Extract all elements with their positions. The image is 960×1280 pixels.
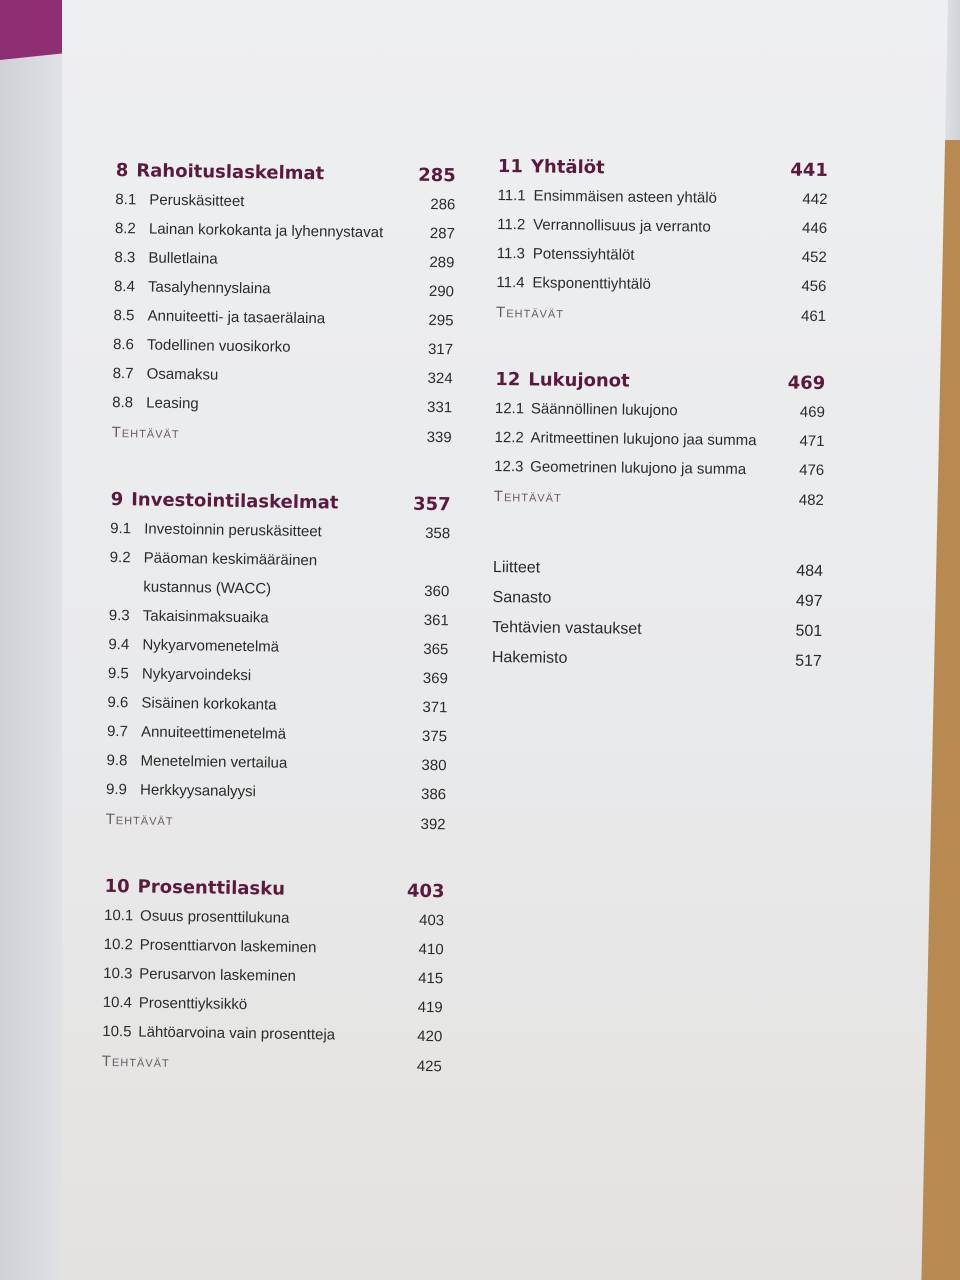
tasks-page: 482 bbox=[798, 491, 824, 510]
toc-column-left bbox=[101, 160, 456, 1123]
section-number: 11.3 bbox=[496, 244, 526, 263]
chapter-heading bbox=[111, 489, 451, 515]
section-title: Menetelmien vertailua bbox=[140, 752, 288, 772]
chapter-title: Prosenttilasku bbox=[137, 876, 286, 900]
chapter-block bbox=[105, 489, 450, 841]
toc-entry bbox=[495, 394, 825, 427]
chapter-title: Investointilaskelmat bbox=[131, 489, 339, 514]
section-page: 386 bbox=[420, 785, 447, 804]
section-number: 9.8 bbox=[106, 751, 128, 770]
section-number: 11.2 bbox=[497, 215, 526, 234]
chapter-number: 9 bbox=[110, 488, 124, 511]
tasks-label: Tehtävät bbox=[105, 810, 174, 829]
section-title: Bulletlaina bbox=[148, 249, 218, 268]
tasks-label: Tehtävät bbox=[493, 487, 562, 506]
appendix-page: 484 bbox=[796, 562, 824, 581]
section-page: 317 bbox=[427, 340, 454, 359]
toc-entry bbox=[496, 268, 826, 301]
appendix-entry bbox=[492, 613, 822, 647]
section-page: 442 bbox=[802, 190, 828, 209]
chapter-heading bbox=[495, 369, 825, 394]
section-number: 8.4 bbox=[113, 277, 136, 296]
section-title: Sisäinen korkokanta bbox=[141, 694, 277, 714]
section-page: 360 bbox=[424, 582, 450, 601]
section-title: Eksponenttiyhtälö bbox=[532, 274, 651, 293]
section-number bbox=[109, 591, 143, 592]
section-title: Lainan korkokanta ja lyhennystavat bbox=[148, 220, 384, 242]
section-title: Prosenttiarvon laskeminen bbox=[139, 936, 317, 957]
chapter-heading bbox=[498, 156, 828, 181]
chapter-block bbox=[111, 160, 455, 454]
section-page: 358 bbox=[425, 524, 451, 543]
appendix-page: 497 bbox=[795, 592, 823, 610]
section-page: 410 bbox=[418, 940, 444, 959]
section-title: kustannus (WACC) bbox=[143, 578, 272, 598]
section-page: 375 bbox=[421, 727, 448, 746]
section-number: 10.1 bbox=[103, 906, 134, 925]
chapter-page: 285 bbox=[418, 164, 456, 187]
section-title: Potenssiyhtälöt bbox=[532, 245, 635, 264]
chapter-title-wrap bbox=[111, 489, 339, 514]
section-page: 476 bbox=[799, 461, 825, 480]
section-number: 12.1 bbox=[494, 399, 525, 418]
section-number: 8.8 bbox=[112, 393, 134, 412]
section-page: 324 bbox=[427, 369, 453, 388]
section-title: Osuus prosenttilukuna bbox=[139, 907, 290, 927]
section-title: Tasalyhennyslaina bbox=[147, 278, 271, 298]
tasks-entry bbox=[111, 417, 451, 454]
section-title: Säännöllinen lukujono bbox=[530, 400, 678, 420]
section-number: 9.7 bbox=[106, 722, 129, 741]
toc-entry bbox=[497, 181, 827, 214]
toc-column-right bbox=[492, 156, 828, 677]
section-page: 295 bbox=[428, 311, 454, 330]
section-page: 286 bbox=[430, 195, 456, 214]
section-title: Annuiteetti- ja tasaerälaina bbox=[147, 307, 326, 328]
section-page: 369 bbox=[422, 669, 449, 688]
chapter-heading bbox=[104, 876, 444, 902]
section-number: 8.6 bbox=[112, 335, 135, 354]
section-title: Investoinnin peruskäsitteet bbox=[144, 520, 322, 541]
section-title: Nykyarvoindeksi bbox=[141, 665, 252, 685]
appendix-page: 501 bbox=[795, 622, 823, 640]
section-title: Todellinen vuosikorko bbox=[146, 336, 291, 356]
section-page: 361 bbox=[423, 611, 449, 630]
section-number: 9.6 bbox=[107, 693, 129, 712]
section-number: 9.5 bbox=[107, 664, 129, 683]
section-number: 8.7 bbox=[112, 364, 134, 383]
section-number: 8.3 bbox=[114, 248, 136, 267]
tasks-page: 339 bbox=[426, 428, 452, 447]
section-number: 10.2 bbox=[103, 935, 134, 954]
section-number: 9.3 bbox=[108, 606, 130, 625]
tasks-label: Tehtävät bbox=[101, 1052, 170, 1071]
toc-entry bbox=[494, 423, 824, 456]
section-number: 9.2 bbox=[109, 548, 131, 567]
section-title: Aritmeettinen lukujono jaa summa bbox=[530, 429, 757, 450]
toc-entry bbox=[497, 210, 827, 243]
section-number: 10.3 bbox=[103, 964, 133, 983]
section-number: 10.5 bbox=[102, 1022, 132, 1041]
section-title: Takaisinmaksuaika bbox=[142, 607, 269, 627]
chapter-title: Lukujonot bbox=[528, 369, 630, 392]
section-page: 446 bbox=[802, 219, 828, 238]
chapter-number: 11 bbox=[497, 156, 524, 178]
chapter-block bbox=[496, 156, 828, 333]
section-title: Perusarvon laskeminen bbox=[139, 965, 297, 985]
chapter-title-wrap bbox=[104, 876, 285, 900]
tasks-entry bbox=[496, 297, 826, 333]
chapter-page: 403 bbox=[406, 880, 445, 903]
tasks-page: 461 bbox=[800, 307, 827, 326]
tasks-entry bbox=[105, 804, 445, 841]
chapter-title: Rahoituslaskelmat bbox=[136, 160, 325, 185]
section-page: 415 bbox=[418, 969, 444, 988]
appendix-title: Liitteet bbox=[492, 558, 541, 577]
tasks-label: Tehtävät bbox=[111, 423, 180, 443]
toc-entry bbox=[494, 452, 824, 485]
appendix-entry bbox=[492, 643, 822, 677]
appendix-page: 517 bbox=[795, 652, 822, 670]
section-page: 371 bbox=[422, 698, 448, 717]
chapter-block bbox=[102, 876, 445, 1083]
section-page: 365 bbox=[423, 640, 449, 659]
section-number: 9.4 bbox=[108, 635, 130, 654]
chapter-heading bbox=[116, 160, 456, 186]
chapter-page: 357 bbox=[412, 493, 451, 516]
section-title: Herkkyysanalyysi bbox=[139, 781, 257, 801]
section-number: 8.2 bbox=[114, 219, 136, 238]
section-page: 452 bbox=[801, 248, 827, 267]
section-number: 8.5 bbox=[113, 306, 135, 325]
section-page: 290 bbox=[428, 282, 455, 301]
tasks-entry bbox=[102, 1046, 442, 1083]
chapter-title: Yhtälöt bbox=[530, 156, 605, 179]
section-title: Peruskäsitteet bbox=[149, 191, 245, 211]
chapter-page: 469 bbox=[787, 372, 826, 395]
chapter-title-wrap bbox=[498, 156, 605, 178]
tasks-label: Tehtävät bbox=[495, 303, 565, 322]
section-number: 9.9 bbox=[105, 780, 128, 799]
section-page: 403 bbox=[418, 911, 445, 930]
section-number: 11.1 bbox=[497, 186, 526, 205]
appendix-entry bbox=[492, 583, 822, 617]
section-number: 10.4 bbox=[102, 993, 133, 1012]
section-title: Lähtöarvoina vain prosentteja bbox=[138, 1023, 336, 1044]
section-page: 456 bbox=[801, 277, 827, 296]
section-page: 289 bbox=[429, 253, 455, 272]
chapter-block bbox=[494, 369, 826, 517]
section-title: Geometrinen lukujono ja summa bbox=[530, 458, 747, 479]
section-number: 11.4 bbox=[496, 273, 525, 292]
section-number: 9.1 bbox=[110, 519, 132, 538]
appendix-title: Sanasto bbox=[492, 588, 552, 607]
toc-entry bbox=[497, 239, 827, 272]
section-title: Prosenttiyksikkö bbox=[138, 994, 248, 1014]
tasks-page: 392 bbox=[420, 815, 446, 834]
section-title: Pääoman keskimääräinen bbox=[143, 549, 318, 570]
appendix-title: Tehtävien vastaukset bbox=[492, 618, 642, 638]
section-title: Osamaksu bbox=[146, 365, 219, 384]
section-number: 8.1 bbox=[115, 190, 137, 209]
chapter-page: 441 bbox=[790, 159, 828, 182]
section-number: 12.3 bbox=[494, 457, 524, 476]
section-page: 471 bbox=[799, 432, 825, 451]
chapter-title-wrap bbox=[116, 160, 325, 184]
section-page: 331 bbox=[426, 398, 453, 417]
section-page: 420 bbox=[417, 1027, 443, 1046]
section-page: 469 bbox=[799, 403, 825, 422]
tasks-entry bbox=[494, 481, 824, 517]
chapter-number: 12 bbox=[495, 368, 521, 391]
appendix-entry bbox=[493, 553, 823, 587]
appendix-list bbox=[492, 553, 823, 677]
section-page: 287 bbox=[429, 224, 456, 243]
chapter-title-wrap bbox=[495, 369, 630, 392]
chapter-number: 8 bbox=[115, 160, 129, 182]
chapter-number: 10 bbox=[104, 875, 130, 898]
section-title: Leasing bbox=[146, 394, 199, 413]
section-page: 380 bbox=[421, 756, 447, 775]
section-title: Annuiteettimenetelmä bbox=[140, 723, 287, 743]
section-number: 12.2 bbox=[494, 428, 524, 447]
appendix-title: Hakemisto bbox=[491, 648, 568, 667]
section-page: 419 bbox=[417, 998, 443, 1017]
section-title: Nykyarvomenetelmä bbox=[142, 636, 280, 656]
section-title: Verrannollisuus ja verranto bbox=[533, 216, 711, 236]
section-title: Ensimmäisen asteen yhtälö bbox=[533, 187, 718, 207]
tasks-page: 425 bbox=[416, 1057, 442, 1076]
